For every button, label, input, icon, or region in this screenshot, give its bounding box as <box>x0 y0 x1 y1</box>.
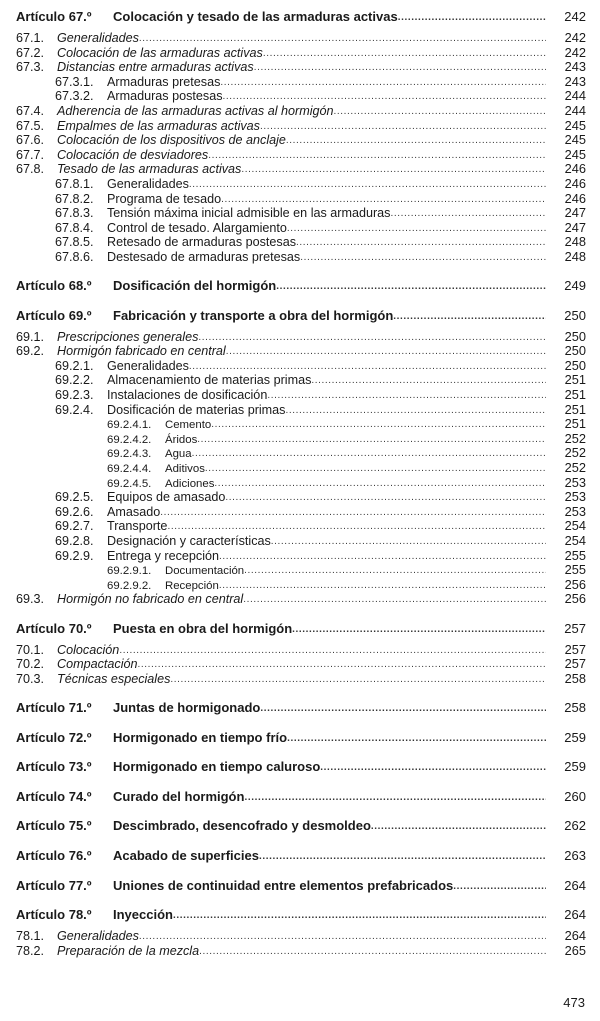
toc-entry-lvl1 <box>16 162 586 177</box>
entry-number: Artículo 72.º <box>16 729 92 745</box>
entry-page-number: 253 <box>564 474 586 490</box>
entry-page-number: 257 <box>564 620 586 636</box>
entry-title: Curado del hormigón <box>113 788 245 804</box>
toc-entry-lvl3 <box>16 578 586 593</box>
entry-title: Retesado de armaduras postesas <box>107 235 297 250</box>
entry-page-number: 242 <box>564 44 586 60</box>
dot-leader <box>271 535 546 550</box>
entry-title: Empalmes de las armaduras activas <box>57 118 260 133</box>
entry-page-number: 248 <box>564 234 586 250</box>
entry-number: 67.1. <box>16 31 45 45</box>
toc-entry-lvl2 <box>16 519 586 534</box>
entry-number: 78.1. <box>16 929 45 944</box>
toc-article-entry <box>16 789 586 805</box>
entry-title: Cemento <box>165 419 212 432</box>
toc-entry-lvl1 <box>16 330 586 345</box>
toc-entry-lvl1 <box>16 592 586 607</box>
entry-number: 69.2.2. <box>55 373 94 388</box>
toc-entry-lvl1 <box>16 133 586 148</box>
entry-number: 69.2. <box>16 344 45 359</box>
entry-number: Artículo 76.º <box>16 847 92 863</box>
entry-page-number: 251 <box>564 372 586 388</box>
entry-number: 70.1. <box>16 642 45 657</box>
entry-page-number: 252 <box>564 460 586 476</box>
entry-number: 67.3.1. <box>55 74 94 89</box>
entry-number: 69.2.4. <box>55 402 94 417</box>
toc-entry-lvl2 <box>16 192 586 207</box>
entry-number: 67.3. <box>16 60 45 75</box>
dot-leader <box>225 491 546 506</box>
entry-title: Armaduras postesas <box>107 89 223 104</box>
entry-title: Colocación <box>57 642 120 657</box>
toc-entry-lvl2 <box>16 89 586 104</box>
entry-title: Inyección <box>113 907 173 923</box>
entry-page-number: 254 <box>564 518 586 534</box>
toc-article-entry <box>16 730 586 746</box>
toc-entry-lvl3 <box>16 446 586 461</box>
toc-entry-lvl2 <box>16 177 586 192</box>
entry-title: Colocación y tesado de las armaduras activas <box>113 9 398 24</box>
dot-leader <box>244 564 546 579</box>
entry-page-number: 260 <box>564 788 586 804</box>
entry-page-number: 252 <box>564 445 586 461</box>
entry-page-number: 258 <box>564 699 586 715</box>
dot-leader <box>173 908 546 924</box>
toc-entry-lvl2 <box>16 490 586 505</box>
entry-number: 69.2.7. <box>55 519 94 534</box>
dot-leader <box>393 309 546 325</box>
toc-entry-lvl2 <box>16 235 586 250</box>
entry-title: Hormigón fabricado en central <box>57 344 226 359</box>
entry-number: 67.3.2. <box>55 89 94 104</box>
dot-leader <box>205 462 546 477</box>
toc-entry-lvl2 <box>16 250 586 265</box>
entry-title: Técnicas especiales <box>57 671 171 686</box>
entry-title: Colocación de los dispositivos de anclaje <box>57 133 286 148</box>
entry-title: Destesado de armaduras pretesas <box>107 249 301 264</box>
toc-entry-lvl2 <box>16 549 586 564</box>
dot-leader <box>286 134 546 149</box>
entry-number: 67.8. <box>16 162 45 177</box>
dot-leader <box>259 849 546 865</box>
dot-leader <box>226 345 546 360</box>
entry-number: 69.2.4.4. <box>107 463 152 476</box>
dot-leader <box>138 658 546 673</box>
toc-entry-lvl1 <box>16 643 586 658</box>
entry-page-number: 242 <box>564 9 586 24</box>
dot-leader <box>300 251 546 266</box>
entry-number: 67.7. <box>16 147 45 162</box>
entry-page-number: 255 <box>564 562 586 578</box>
toc-entry-lvl2 <box>16 221 586 236</box>
toc-article-entry <box>16 907 586 923</box>
dot-leader <box>220 76 546 91</box>
toc-entry-lvl1 <box>16 148 586 163</box>
entry-title: Agua <box>165 448 192 461</box>
toc-entry-lvl1 <box>16 929 586 944</box>
toc-entry-lvl2 <box>16 403 586 418</box>
dot-leader <box>241 163 546 178</box>
entry-title: Control de tesado. Alargamiento <box>107 220 287 235</box>
toc-entry-lvl2 <box>16 206 586 221</box>
entry-number: 69.1. <box>16 329 45 344</box>
entry-title: Aditivos <box>165 463 205 476</box>
entry-number: 70.2. <box>16 657 45 672</box>
dot-leader <box>263 47 546 62</box>
entry-page-number: 251 <box>564 401 586 417</box>
entry-number: Artículo 73.º <box>16 759 92 775</box>
entry-page-number: 264 <box>564 907 586 923</box>
entry-title: Puesta en obra del hormigón <box>113 620 293 636</box>
dot-leader <box>285 404 546 419</box>
entry-page-number: 245 <box>564 146 586 162</box>
dot-leader <box>211 418 546 433</box>
dot-leader <box>320 760 546 776</box>
entry-page-number: 259 <box>564 729 586 745</box>
entry-title: Distancias entre armaduras activas <box>57 60 254 75</box>
entry-page-number: 257 <box>564 641 586 657</box>
dot-leader <box>139 930 546 945</box>
entry-title: Tesado de las armaduras activas <box>57 162 242 177</box>
entry-page-number: 248 <box>564 248 586 264</box>
entry-number: 69.2.5. <box>55 490 94 505</box>
entry-title: Fabricación y transporte a obra del hormigón <box>113 307 394 323</box>
entry-page-number: 245 <box>564 132 586 148</box>
entry-number: 69.2.4.2. <box>107 433 152 446</box>
toc-entry-lvl2 <box>16 373 586 388</box>
dot-leader <box>254 61 546 76</box>
entry-number: 67.8.6. <box>55 249 94 264</box>
entry-page-number: 247 <box>564 205 586 221</box>
dot-leader <box>371 819 546 835</box>
entry-page-number: 256 <box>564 576 586 592</box>
toc-entry-lvl1 <box>16 104 586 119</box>
dot-leader <box>167 520 546 535</box>
entry-number: 69.3. <box>16 592 45 607</box>
entry-page-number: 250 <box>564 357 586 373</box>
entry-page-number: 244 <box>564 88 586 104</box>
entry-page-number: 258 <box>564 670 586 686</box>
entry-title: Hormigón no fabricado en central <box>57 592 244 607</box>
entry-number: 69.2.9.2. <box>107 579 152 592</box>
entry-number: 67.2. <box>16 45 45 60</box>
entry-number: 69.2.4.5. <box>107 477 152 490</box>
toc-entry-lvl1 <box>16 657 586 672</box>
entry-number: 67.4. <box>16 103 45 118</box>
entry-number: Artículo 78.º <box>16 907 92 923</box>
entry-number: 67.8.2. <box>55 191 94 206</box>
entry-page-number: 264 <box>564 928 586 944</box>
entry-number: 69.2.1. <box>55 358 94 373</box>
dot-leader <box>398 10 546 26</box>
entry-title: Adiciones <box>165 477 215 490</box>
entry-title: Adherencia de las armaduras activas al hormigón <box>57 103 334 118</box>
dot-leader <box>119 644 546 659</box>
entry-title: Prescripciones generales <box>57 329 199 344</box>
toc-article-entry <box>16 759 586 775</box>
entry-title: Instalaciones de dosificación <box>107 388 268 403</box>
dot-leader <box>221 193 546 208</box>
entry-page-number: 243 <box>564 73 586 89</box>
toc-entry-lvl3 <box>16 461 586 476</box>
toc-entry-lvl2 <box>16 388 586 403</box>
toc-entry-lvl3 <box>16 476 586 491</box>
dot-leader <box>244 790 546 806</box>
dot-leader <box>267 389 546 404</box>
dot-leader <box>198 331 546 346</box>
toc-entry-lvl1 <box>16 672 586 687</box>
entry-number: 67.5. <box>16 118 45 133</box>
entry-page-number: 247 <box>564 219 586 235</box>
dot-leader <box>170 673 546 688</box>
entry-title: Transporte <box>107 519 168 534</box>
dot-leader <box>192 447 546 462</box>
dot-leader <box>139 32 546 47</box>
toc-entry-lvl2 <box>16 359 586 374</box>
entry-number: Artículo 69.º <box>16 307 92 323</box>
toc-entry-lvl3 <box>16 563 586 578</box>
dot-leader <box>219 550 546 565</box>
page-number: 473 <box>563 995 585 1010</box>
entry-page-number: 246 <box>564 161 586 177</box>
entry-title: Juntas de hormigonado <box>113 699 261 715</box>
entry-number: Artículo 67.º <box>16 9 92 24</box>
entry-title: Entrega y recepción <box>107 548 220 563</box>
toc-article-entry <box>16 848 586 864</box>
entry-page-number: 264 <box>564 877 586 893</box>
entry-number: 67.8.3. <box>55 206 94 221</box>
entry-page-number: 242 <box>564 30 586 45</box>
entry-page-number: 244 <box>564 102 586 118</box>
entry-page-number: 256 <box>564 591 586 607</box>
entry-title: Documentación <box>165 565 245 578</box>
table-of-contents <box>16 9 586 958</box>
entry-page-number: 263 <box>564 847 586 863</box>
toc-article-entry <box>16 818 586 834</box>
entry-title: Dosificación de materias primas <box>107 402 286 417</box>
entry-title: Almacenamiento de materias primas <box>107 373 312 388</box>
entry-page-number: 250 <box>564 307 586 323</box>
entry-title: Programa de tesado <box>107 191 222 206</box>
entry-page-number: 245 <box>564 117 586 133</box>
toc-entry-lvl3 <box>16 417 586 432</box>
dot-leader <box>292 622 546 638</box>
entry-title: Recepción <box>165 579 219 592</box>
entry-number: Artículo 70.º <box>16 620 92 636</box>
toc-entry-lvl1 <box>16 119 586 134</box>
entry-title: Amasado <box>107 504 161 519</box>
entry-number: 67.8.1. <box>55 176 94 191</box>
entry-title: Uniones de continuidad entre elementos prefabricados <box>113 877 454 893</box>
toc-entry-lvl1 <box>16 31 586 46</box>
toc-article-entry <box>16 9 586 25</box>
entry-title: Dosificación del hormigón <box>113 278 277 294</box>
entry-title: Generalidades <box>57 31 139 45</box>
entry-page-number: 246 <box>564 190 586 206</box>
entry-page-number: 251 <box>564 416 586 432</box>
dot-leader <box>334 105 546 120</box>
entry-page-number: 257 <box>564 656 586 672</box>
toc-article-entry <box>16 308 586 324</box>
entry-number: 69.2.4.3. <box>107 448 152 461</box>
entry-page-number: 243 <box>564 59 586 75</box>
entry-number: Artículo 75.º <box>16 818 92 834</box>
toc-entry-lvl2 <box>16 534 586 549</box>
entry-number: Artículo 68.º <box>16 278 92 294</box>
entry-title: Generalidades <box>57 929 139 944</box>
entry-number: 69.2.3. <box>55 388 94 403</box>
entry-number: 69.2.4.1. <box>107 419 152 432</box>
entry-number: Artículo 71.º <box>16 699 92 715</box>
entry-title: Designación y características <box>107 534 271 548</box>
toc-article-entry <box>16 621 586 637</box>
dot-leader <box>311 374 546 389</box>
dot-leader <box>287 222 546 237</box>
dot-leader <box>219 579 546 594</box>
entry-title: Generalidades <box>107 176 189 191</box>
dot-leader <box>214 477 546 492</box>
toc-entry-lvl1 <box>16 944 586 959</box>
entry-title: Hormigonado en tiempo caluroso <box>113 759 321 775</box>
entry-title: Tensión máxima inicial admisible en las armaduras <box>107 206 391 221</box>
dot-leader <box>189 178 546 193</box>
dot-leader <box>453 879 546 895</box>
toc-entry-lvl1 <box>16 344 586 359</box>
entry-title: Áridos <box>165 433 198 446</box>
entry-number: 67.6. <box>16 133 45 148</box>
entry-title: Descimbrado, desencofrado y desmoldeo <box>113 818 371 834</box>
entry-number: 67.8.4. <box>55 220 94 235</box>
entry-page-number: 246 <box>564 175 586 191</box>
toc-entry-lvl2 <box>16 505 586 520</box>
entry-number: 69.2.9. <box>55 548 94 563</box>
entry-title: Compactación <box>57 657 138 672</box>
entry-page-number: 250 <box>564 343 586 359</box>
entry-title: Armaduras pretesas <box>107 74 221 89</box>
entry-page-number: 254 <box>564 533 586 548</box>
entry-number: 67.8.5. <box>55 235 94 250</box>
toc-article-entry <box>16 278 586 294</box>
entry-title: Generalidades <box>107 358 189 373</box>
entry-title: Preparación de la mezcla <box>57 943 200 958</box>
entry-page-number: 249 <box>564 278 586 294</box>
dot-leader <box>160 506 546 521</box>
entry-title: Hormigonado en tiempo frío <box>113 729 288 745</box>
entry-page-number: 255 <box>564 547 586 563</box>
dot-leader <box>199 945 546 960</box>
entry-page-number: 265 <box>564 942 586 958</box>
toc-entry-lvl3 <box>16 432 586 447</box>
toc-entry-lvl2 <box>16 75 586 90</box>
dot-leader <box>260 120 546 135</box>
entry-number: 69.2.6. <box>55 504 94 519</box>
entry-title: Acabado de superficies <box>113 847 259 863</box>
entry-page-number: 259 <box>564 759 586 775</box>
dot-leader <box>287 731 546 747</box>
entry-title: Colocación de desviadores <box>57 147 209 162</box>
entry-page-number: 253 <box>564 503 586 519</box>
entry-number: 78.2. <box>16 943 45 958</box>
toc-entry-lvl1 <box>16 60 586 75</box>
entry-page-number: 262 <box>564 818 586 834</box>
entry-number: Artículo 74.º <box>16 788 92 804</box>
dot-leader <box>223 90 547 105</box>
entry-number: 70.3. <box>16 671 45 686</box>
toc-article-entry <box>16 878 586 894</box>
entry-number: 69.2.8. <box>55 534 94 548</box>
toc-entry-lvl1 <box>16 46 586 61</box>
dot-leader <box>189 360 546 375</box>
entry-number: Artículo 77.º <box>16 877 92 893</box>
dot-leader <box>260 701 546 717</box>
entry-page-number: 252 <box>564 430 586 446</box>
dot-leader <box>390 207 546 222</box>
toc-article-entry <box>16 700 586 716</box>
entry-page-number: 253 <box>564 489 586 505</box>
entry-page-number: 251 <box>564 387 586 403</box>
dot-leader <box>197 433 546 448</box>
dot-leader <box>296 236 546 251</box>
entry-number: 69.2.9.1. <box>107 565 152 578</box>
dot-leader <box>243 593 546 608</box>
entry-title: Colocación de las armaduras activas <box>57 45 263 60</box>
entry-title: Equipos de amasado <box>107 490 226 505</box>
dot-leader <box>208 149 546 164</box>
entry-page-number: 250 <box>564 328 586 344</box>
dot-leader <box>276 279 546 295</box>
